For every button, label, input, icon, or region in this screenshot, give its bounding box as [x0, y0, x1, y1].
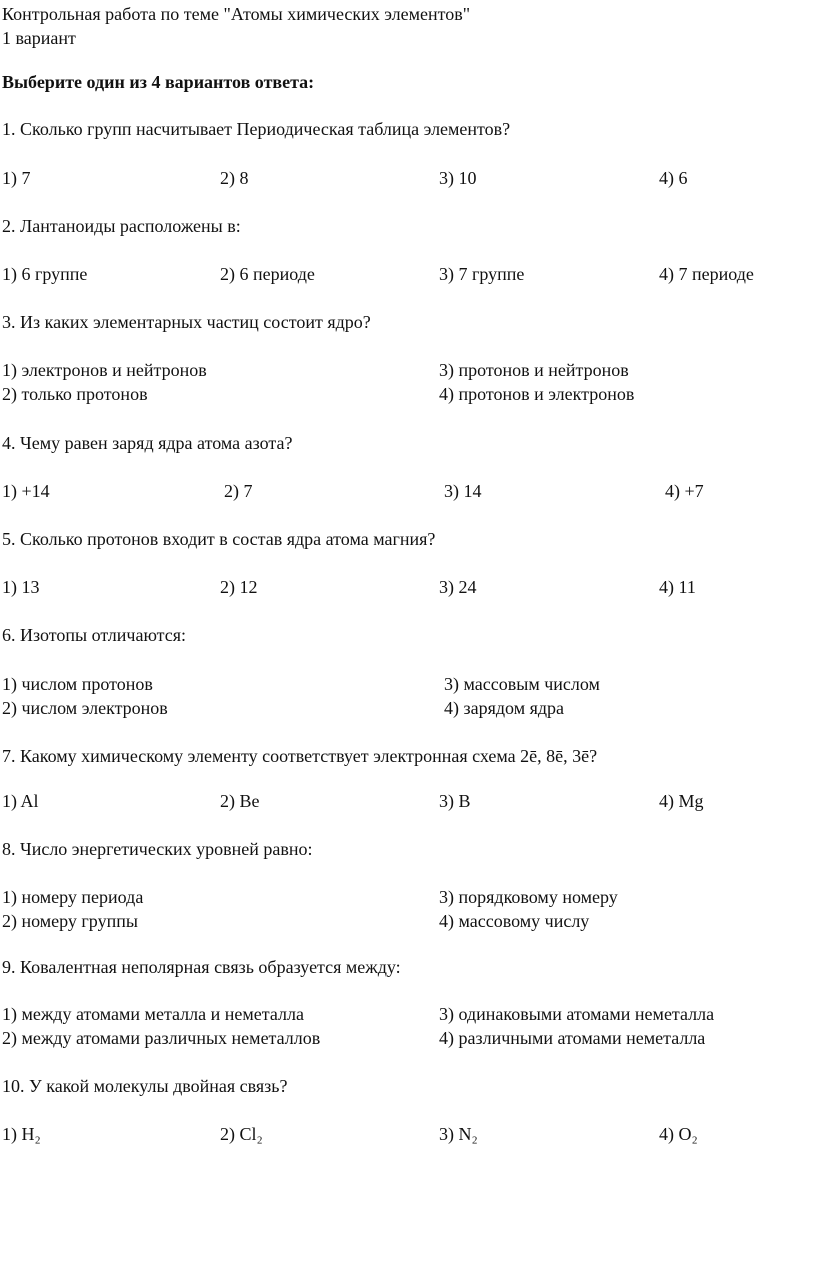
q10-option-3: 3) N₂	[439, 1124, 478, 1144]
q3-option-1: 1) электронов и нейтронов	[2, 360, 207, 380]
q4-option-3: 3) 14	[444, 481, 482, 501]
q8-option-2: 2) номеру группы	[2, 911, 138, 931]
q2-option-4: 4) 7 периоде	[659, 264, 754, 284]
question-1-text: 1. Сколько групп насчитывает Периодическая таблица элементов?	[2, 119, 511, 139]
q1-option-1: 1) 7	[2, 168, 31, 188]
q4-option-4: 4) +7	[665, 481, 704, 501]
q6-option-3: 3) массовым числом	[444, 674, 600, 694]
question-6-text: 6. Изотопы отличаются:	[2, 625, 187, 645]
q6-option-1: 1) числом протонов	[2, 674, 153, 694]
q5-option-2: 2) 12	[220, 577, 258, 597]
question-3-text: 3. Из каких элементарных частиц состоит ядро?	[2, 312, 371, 332]
q1-option-4: 4) 6	[659, 168, 688, 188]
q1-option-3: 3) 10	[439, 168, 477, 188]
document-title: Контрольная работа по теме "Атомы химических элементов"	[2, 4, 471, 24]
q10-option-4: 4) O₂	[659, 1124, 698, 1144]
q3-option-4: 4) протонов и электронов	[439, 384, 635, 404]
q8-option-3: 3) порядковому номеру	[439, 887, 618, 907]
q6-option-4: 4) зарядом ядра	[444, 698, 565, 718]
q2-option-3: 3) 7 группе	[439, 264, 525, 284]
q7-option-4: 4) Mg	[659, 791, 704, 811]
q5-option-1: 1) 13	[2, 577, 40, 597]
question-7-text: 7. Какому химическому элементу соответствует электронная схема 2ē, 8ē, 3ē?	[2, 746, 598, 766]
q4-option-1: 1) +14	[2, 481, 50, 501]
question-2-text: 2. Лантаноиды расположены в:	[2, 216, 241, 236]
q3-option-2: 2) только протонов	[2, 384, 148, 404]
q7-option-2: 2) Be	[220, 791, 260, 811]
question-5-text: 5. Сколько протонов входит в состав ядра атома магния?	[2, 529, 436, 549]
variant-label: 1 вариант	[2, 28, 76, 48]
q10-option-1: 1) H₂	[2, 1124, 41, 1144]
q9-option-1: 1) между атомами металла и неметалла	[2, 1004, 304, 1024]
q10-option-2: 2) Cl₂	[220, 1124, 263, 1144]
question-10-text: 10. У какой молекулы двойная связь?	[2, 1076, 288, 1096]
question-4-text: 4. Чему равен заряд ядра атома азота?	[2, 433, 293, 453]
q2-option-1: 1) 6 группе	[2, 264, 88, 284]
q5-option-4: 4) 11	[659, 577, 696, 597]
q8-option-4: 4) массовому числу	[439, 911, 590, 931]
q9-option-4: 4) различными атомами неметалла	[439, 1028, 706, 1048]
question-9-text: 9. Ковалентная неполярная связь образуется между:	[2, 957, 401, 977]
q5-option-3: 3) 24	[439, 577, 477, 597]
q6-option-2: 2) числом электронов	[2, 698, 168, 718]
instruction-heading: Выберите один из 4 вариантов ответа:	[2, 72, 315, 92]
q7-option-1: 1) Al	[2, 791, 39, 811]
q7-option-3: 3) B	[439, 791, 471, 811]
q2-option-2: 2) 6 периоде	[220, 264, 315, 284]
q9-option-2: 2) между атомами различных неметаллов	[2, 1028, 321, 1048]
q8-option-1: 1) номеру периода	[2, 887, 144, 907]
q3-option-3: 3) протонов и нейтронов	[439, 360, 629, 380]
question-8-text: 8. Число энергетических уровней равно:	[2, 839, 313, 859]
q4-option-2: 2) 7	[224, 481, 253, 501]
q1-option-2: 2) 8	[220, 168, 249, 188]
q9-option-3: 3) одинаковыми атомами неметалла	[439, 1004, 715, 1024]
